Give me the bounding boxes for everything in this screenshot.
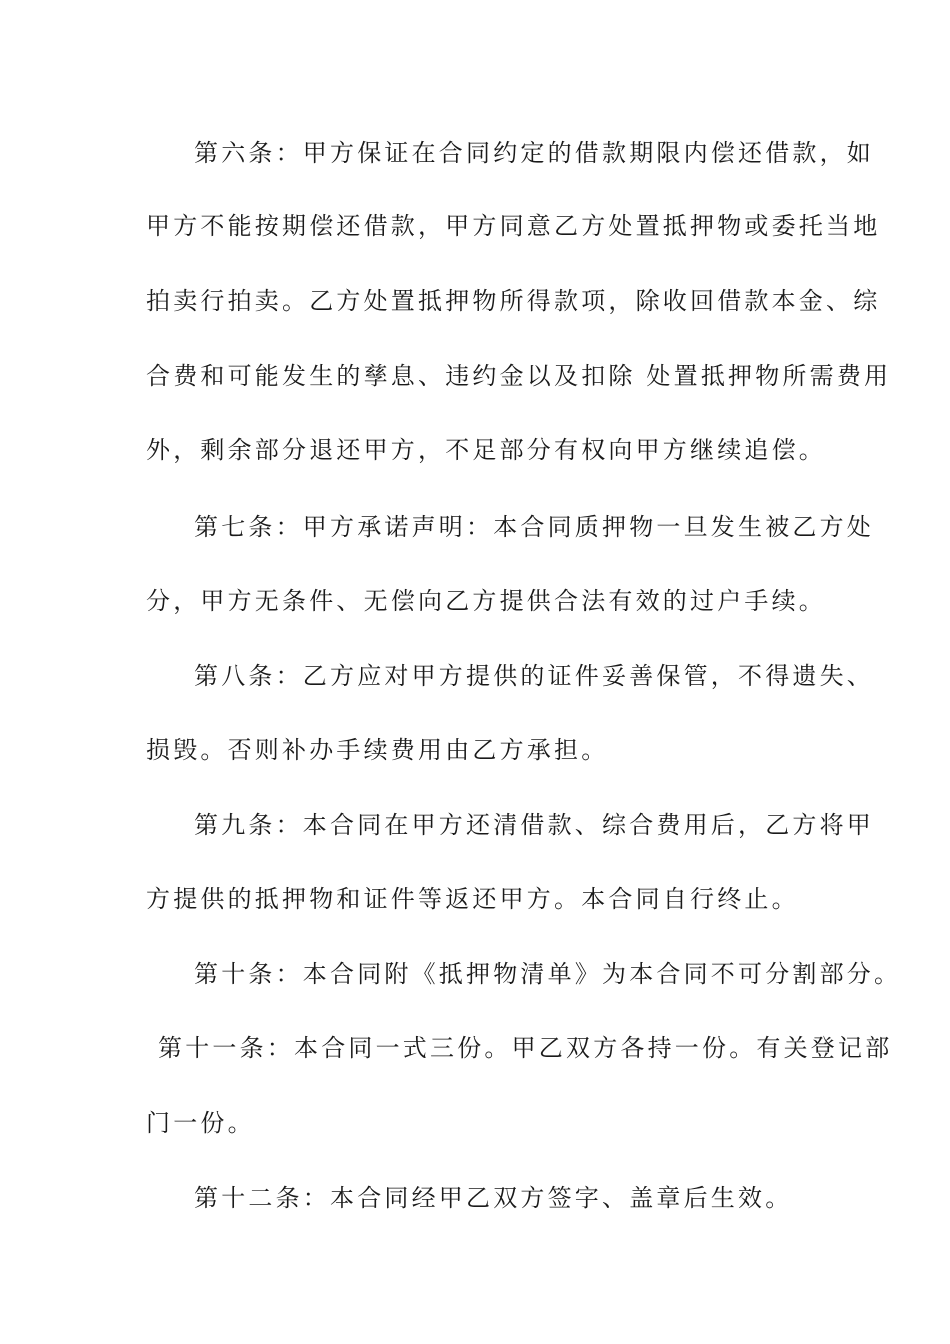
article-7-line-2: 分，甲方无条件、无偿向乙方提供合法有效的过户手续。 bbox=[146, 587, 826, 615]
article-6-line-3: 拍卖行拍卖。乙方处置抵押物所得款项，除收回借款本金、综 bbox=[146, 287, 881, 315]
article-12-line: 第十二条：本合同经甲乙双方签字、盖章后生效。 bbox=[194, 1184, 793, 1212]
article-6-line-1: 第六条：甲方保证在合同约定的借款期限内偿还借款，如 bbox=[194, 139, 874, 167]
article-11-line-1: 第十一条：本合同一式三份。甲乙双方各持一份。有关登记部 bbox=[158, 1034, 893, 1062]
article-6-line-2: 甲方不能按期偿还借款，甲方同意乙方处置抵押物或委托当地 bbox=[146, 212, 881, 240]
article-6-line-5: 外，剩余部分退还甲方，不足部分有权向甲方继续追偿。 bbox=[146, 436, 826, 464]
article-8-line-2: 损毁。否则补办手续费用由乙方承担。 bbox=[146, 736, 609, 764]
article-9-line-1: 第九条：本合同在甲方还清借款、综合费用后，乙方将甲 bbox=[194, 811, 874, 839]
article-8-line-1: 第八条：乙方应对甲方提供的证件妥善保管，不得遗失、 bbox=[194, 662, 874, 690]
article-7-line-1: 第七条：甲方承诺声明：本合同质押物一旦发生被乙方处 bbox=[194, 513, 874, 541]
article-11-line-2: 门一份。 bbox=[146, 1109, 255, 1137]
article-10-line: 第十条：本合同附《抵押物清单》为本合同不可分割部分。 bbox=[194, 960, 902, 988]
article-9-line-2: 方提供的抵押物和证件等返还甲方。本合同自行终止。 bbox=[146, 885, 799, 913]
article-6-line-4: 合费和可能发生的孳息、违约金以及扣除 处置抵押物所需费用 bbox=[146, 362, 892, 390]
